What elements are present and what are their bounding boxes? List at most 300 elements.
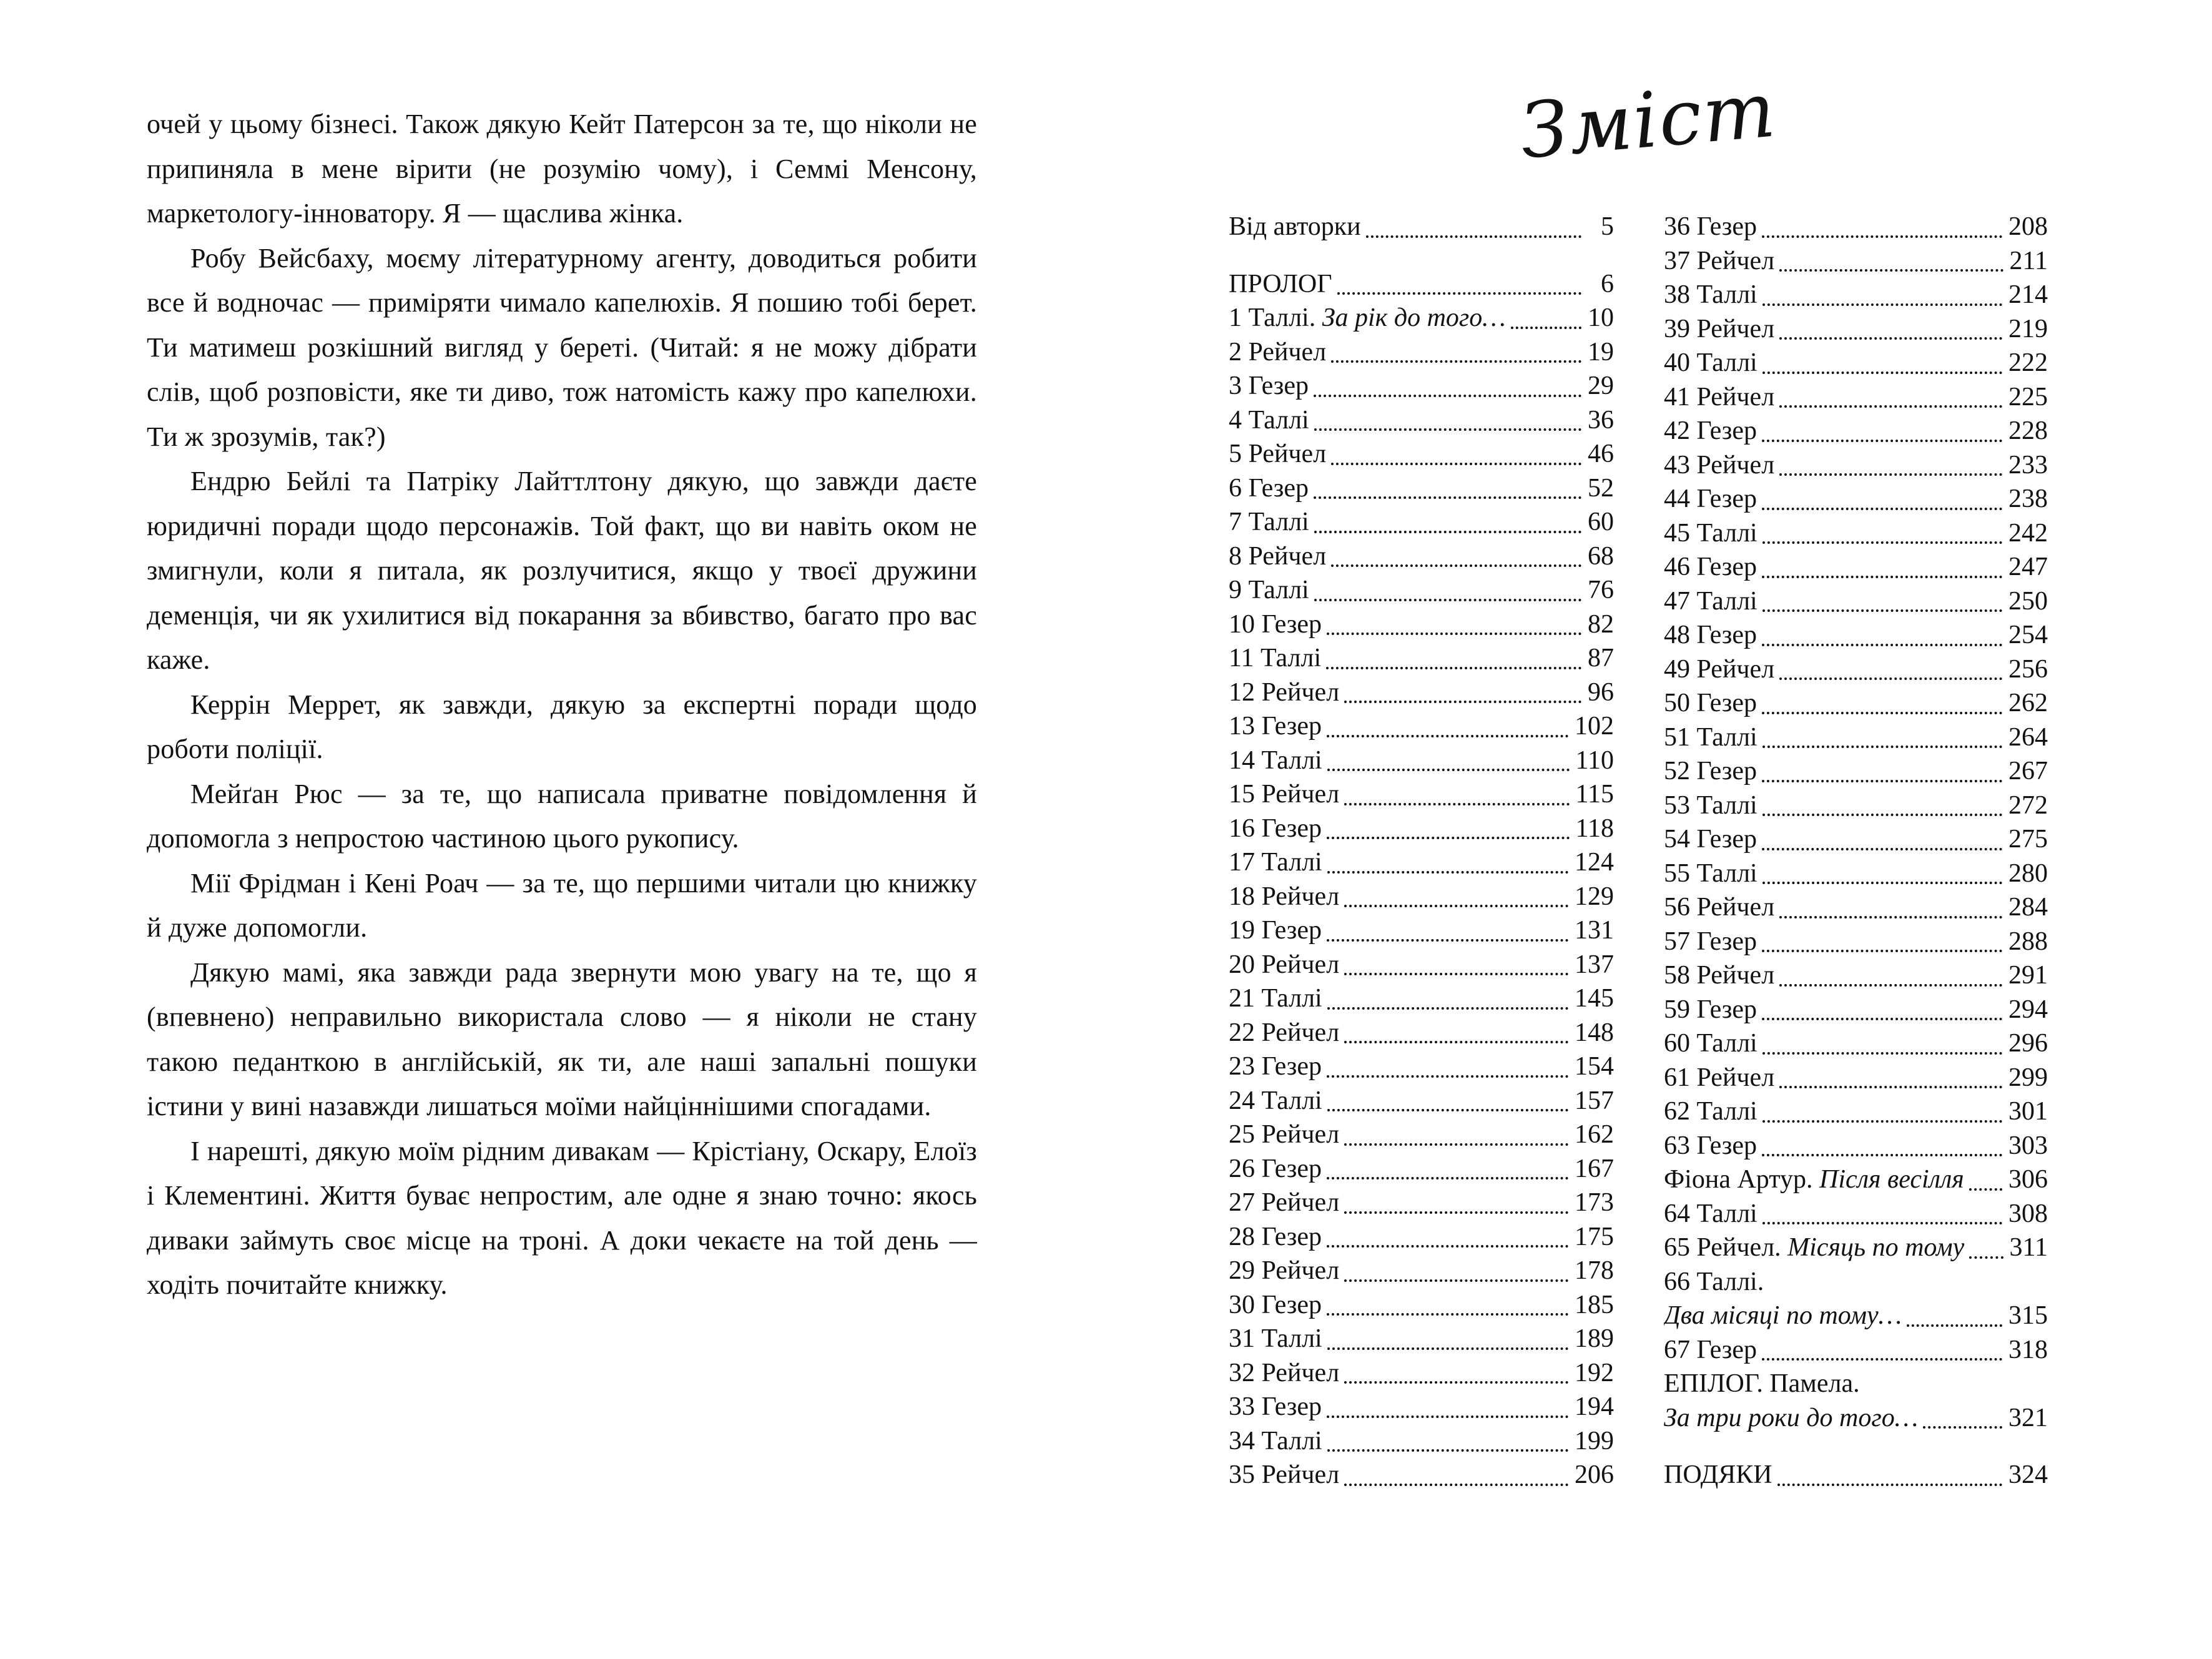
toc-entry-page: 145 xyxy=(1575,984,1614,1013)
toc-entry xyxy=(1229,301,1614,335)
toc-entry-label: 27 Рейчел xyxy=(1229,1188,1340,1217)
toc-entry-page: 124 xyxy=(1575,848,1614,877)
dot-leader xyxy=(1314,395,1581,397)
paragraph: Ендрю Бейлі та Патріку Лайттлтону дякую, що завжди даєте юридичні поради щодо персонажів. Той факт, що ви навіть оком не змигнули, коли я питала, як розлучитися, якщо у твоєї дружини деменція, чи як ухилитися від покарання за вбивство, багато про вас каже. xyxy=(147,466,977,675)
toc-entry-page: 192 xyxy=(1575,1358,1614,1387)
toc-entry-page: 131 xyxy=(1575,916,1614,945)
toc-entry-page: 219 xyxy=(2008,314,2048,343)
toc-entry-label: 4 Таллі xyxy=(1229,405,1309,435)
dot-leader xyxy=(1762,814,2002,816)
dot-leader xyxy=(1366,235,1581,238)
toc-entry xyxy=(1229,573,1614,608)
toc-entry-label: 14 Таллі xyxy=(1229,746,1322,775)
toc-entry-page: 303 xyxy=(2008,1131,2048,1160)
toc-entry-label: 16 Гезер xyxy=(1229,814,1322,843)
toc-entry-page: 46 xyxy=(1588,440,1614,468)
paragraph: Керрін Меррет, як завжди, дякую за експертні поради щодо роботи поліції. xyxy=(147,689,977,764)
toc-entry-label: 5 Рейчел xyxy=(1229,440,1327,468)
dot-leader xyxy=(1762,1120,2002,1123)
toc-entry xyxy=(1664,789,2048,823)
toc-entry xyxy=(1229,1016,1614,1050)
toc-entry-label: 25 Рейчел xyxy=(1229,1120,1340,1149)
acknowledgments-text xyxy=(147,102,977,1307)
toc-entry-page: 167 xyxy=(1575,1154,1614,1183)
toc-entry xyxy=(1664,721,2048,755)
toc-entry-label: 53 Таллі xyxy=(1664,790,1757,820)
toc-entry-label: 33 Гезер xyxy=(1229,1392,1322,1421)
toc-entry-page: 118 xyxy=(1575,814,1614,843)
dot-leader xyxy=(1331,360,1581,363)
toc-entry-label: 46 Гезер xyxy=(1664,553,1757,581)
toc-entry-label: 23 Гезер xyxy=(1229,1052,1322,1081)
toc-entry-label: 40 Таллі xyxy=(1664,348,1757,377)
toc-entry-page: 175 xyxy=(1575,1222,1614,1251)
dot-leader xyxy=(1331,564,1581,567)
dot-leader xyxy=(1327,1177,1568,1179)
dot-leader xyxy=(1327,837,1570,839)
toc-entry-page: 264 xyxy=(2008,722,2048,752)
toc-entry-label: 6 Гезер xyxy=(1229,473,1309,503)
toc-entry-label: 30 Гезер xyxy=(1229,1290,1322,1319)
toc-entry-label: 49 Рейчел xyxy=(1664,654,1775,684)
toc-entry xyxy=(1229,369,1614,403)
toc-entry-page: 275 xyxy=(2008,825,2048,854)
toc-entry-label: 44 Гезер xyxy=(1664,485,1757,513)
toc-entry-label: 41 Рейчел xyxy=(1664,382,1775,411)
dot-leader xyxy=(1762,1052,2002,1055)
toc-entry-page: 52 xyxy=(1588,473,1614,503)
toc-entry-label: 21 Таллі xyxy=(1229,984,1322,1013)
toc-entry-page: 206 xyxy=(1575,1460,1614,1489)
toc-entry-label: 67 Гезер xyxy=(1664,1335,1757,1364)
dot-leader xyxy=(1327,871,1568,874)
toc-entry xyxy=(1664,516,2048,551)
toc-entry-label: 36 Гезер xyxy=(1664,212,1757,241)
left-page-acknowledgments xyxy=(147,102,977,1307)
toc-entry-subtitle: Після весілля xyxy=(1812,1165,1964,1194)
toc-entry xyxy=(1664,448,2048,483)
toc-entry xyxy=(1229,709,1614,744)
dot-leader xyxy=(1327,633,1581,635)
toc-entry xyxy=(1229,880,1614,914)
toc-entry-page: 288 xyxy=(2008,927,2048,956)
toc-entry-label: 37 Рейчел xyxy=(1664,246,1775,275)
toc-gap xyxy=(1229,244,1614,267)
dot-leader xyxy=(1779,677,2002,680)
toc-entry-label: 56 Рейчел xyxy=(1664,893,1775,922)
toc-entry-subtitle: За рік до того… xyxy=(1315,303,1506,332)
toc-entry-page: 60 xyxy=(1588,508,1614,536)
toc-title: Зміст xyxy=(1516,65,1780,176)
toc-entry xyxy=(1664,652,2048,687)
toc-entry-page: 68 xyxy=(1588,541,1614,571)
toc-entry xyxy=(1229,471,1614,506)
dot-leader xyxy=(1762,848,2002,850)
toc-entry-page: 162 xyxy=(1575,1120,1614,1149)
paragraph: Робу Вейсбаху, моєму літературному агенту, доводиться робити все й водночас — приміряти чимало капелюхів. Я пошию тобі берет. Ти матимеш розкішний вигляд у береті. (Читай: я не можу дібрати слів, щоб розповісти, яке ти диво, тож натомість кажу про капелюхи. Ти ж зрозумів, так?) xyxy=(147,242,977,452)
toc-entry xyxy=(1664,754,2048,789)
toc-entry xyxy=(1229,1390,1614,1424)
dot-leader xyxy=(1327,1109,1568,1111)
dot-leader xyxy=(1762,1154,2002,1156)
toc-entry xyxy=(1664,1197,2048,1231)
toc-entry-page: 238 xyxy=(2008,485,2048,513)
dot-leader xyxy=(1762,235,2002,238)
dot-leader xyxy=(1762,541,2002,544)
toc-entry-label: 2 Рейчел xyxy=(1229,337,1327,367)
toc-entry-label: 26 Гезер xyxy=(1229,1154,1322,1183)
dot-leader xyxy=(1344,1041,1568,1043)
toc-entry-label: 60 Таллі xyxy=(1664,1029,1757,1058)
toc-entry xyxy=(1229,1152,1614,1186)
toc-entry xyxy=(1229,1356,1614,1391)
toc-gap xyxy=(1664,1435,2048,1458)
toc-entry-subtitle: Два місяці по тому… xyxy=(1664,1301,1902,1330)
toc-entry-label: 20 Рейчел xyxy=(1229,950,1340,979)
toc-entry xyxy=(1229,676,1614,710)
toc-entry-page: 10 xyxy=(1588,303,1614,332)
dot-leader xyxy=(1779,269,2003,272)
toc-entry xyxy=(1229,812,1614,846)
toc-entry xyxy=(1664,857,2048,891)
toc-entry-label: 22 Рейчел xyxy=(1229,1018,1340,1047)
toc-entry xyxy=(1664,210,2048,244)
toc-entry-label: 51 Таллі xyxy=(1664,722,1757,752)
paragraph: І нарешті, дякую моїм рідним дивакам — Крістіану, Оскару, Елоїз і Клементині. Життя буває непростим, але одне я знаю точно: якось диваки займуть своє місце на троні. А доки чекаєте на той день — ходіть почитайте книжку. xyxy=(147,1135,977,1300)
dot-leader xyxy=(1327,1415,1568,1418)
toc-entry xyxy=(1664,1367,2048,1401)
toc-entry xyxy=(1229,1322,1614,1356)
toc-entry-page: 137 xyxy=(1575,950,1614,979)
dot-leader xyxy=(1327,735,1568,737)
toc-entry-page: 194 xyxy=(1575,1392,1614,1421)
toc-entry xyxy=(1664,414,2048,448)
toc-entry-label: 35 Рейчел xyxy=(1229,1460,1340,1489)
dot-leader xyxy=(1907,1324,2002,1327)
toc-entry-page: 247 xyxy=(2008,553,2048,581)
toc-entry-page: 148 xyxy=(1575,1018,1614,1047)
toc-entry-page: 294 xyxy=(2008,995,2048,1024)
toc-entry xyxy=(1229,948,1614,982)
toc-entry xyxy=(1229,608,1614,642)
toc-entry-page: 262 xyxy=(2008,689,2048,717)
toc-entry-page: 284 xyxy=(2008,893,2048,922)
toc-entry-label: 42 Гезер xyxy=(1664,416,1757,445)
toc-entry-label xyxy=(1664,1401,1918,1435)
toc-entry-page: 301 xyxy=(2008,1097,2048,1126)
dot-leader xyxy=(1762,882,2002,884)
toc-entry-label: 18 Рейчел xyxy=(1229,882,1340,911)
toc-entry xyxy=(1664,1163,2048,1197)
dot-leader xyxy=(1327,1313,1568,1316)
dot-leader xyxy=(1327,1449,1568,1452)
toc-entry xyxy=(1229,267,1614,302)
toc-entry-label: ЕПІЛОГ. Памела. xyxy=(1664,1369,1860,1398)
toc-entry-page: 254 xyxy=(2008,621,2048,649)
toc-entry-label: 39 Рейчел xyxy=(1664,314,1775,343)
toc-entry-label: 24 Таллі xyxy=(1229,1086,1322,1115)
paragraph: Мії Фрідман і Кені Роач — за те, що першими читали цю книжку й дуже допомогли. xyxy=(147,867,977,943)
toc-entry xyxy=(1229,1424,1614,1459)
toc-entry-page: 157 xyxy=(1575,1086,1614,1115)
toc-entry xyxy=(1229,210,1614,244)
toc-entry-label: 11 Таллі xyxy=(1229,644,1322,672)
toc-entry xyxy=(1664,822,2048,857)
dot-leader xyxy=(1344,1484,1568,1486)
toc-entry-page: 36 xyxy=(1588,405,1614,435)
toc-entry xyxy=(1229,744,1614,778)
toc-entry-page: 189 xyxy=(1575,1324,1614,1353)
toc-entry xyxy=(1229,1118,1614,1152)
toc-entry xyxy=(1664,993,2048,1027)
toc-entry-page: 208 xyxy=(2008,212,2048,241)
toc-entry xyxy=(1229,845,1614,880)
dot-leader xyxy=(1762,1358,2002,1361)
toc-entry-label: 64 Таллі xyxy=(1664,1199,1757,1228)
toc-entry-page: 291 xyxy=(2008,961,2048,990)
toc-entry xyxy=(1664,244,2048,278)
toc-entry-page: 129 xyxy=(1575,882,1614,911)
dot-leader xyxy=(1777,1484,2002,1486)
dot-leader xyxy=(1762,1222,2002,1224)
toc-entry-label: 63 Гезер xyxy=(1664,1131,1757,1160)
toc-entry-page: 321 xyxy=(2008,1403,2048,1432)
dot-leader xyxy=(1327,939,1568,942)
toc-entry-label: 65 Рейчел. Місяць по тому xyxy=(1664,1233,1965,1262)
toc-entry-label: 43 Рейчел xyxy=(1664,450,1775,480)
dot-leader xyxy=(1762,303,2002,306)
toc-entry xyxy=(1229,777,1614,812)
toc-entry-page: 211 xyxy=(2009,246,2048,275)
dot-leader xyxy=(1314,496,1581,499)
toc-entry xyxy=(1664,584,2048,619)
toc-entry-label xyxy=(1664,1299,1902,1333)
toc-entry-label: 55 Таллі xyxy=(1664,859,1757,888)
toc-entry-label: 54 Гезер xyxy=(1664,825,1757,854)
toc-entry-label: 28 Гезер xyxy=(1229,1222,1322,1251)
paragraph: Мейґан Рюс — за те, що написала приватне повідомлення й допомогла з непростою частиною цього рукопису. xyxy=(147,778,977,854)
dot-leader xyxy=(1762,440,2002,442)
toc-entry-label: 1 Таллі. За рік до того… xyxy=(1229,303,1506,332)
toc-entry-page: 311 xyxy=(2009,1233,2048,1262)
dot-leader xyxy=(1762,712,2002,714)
toc-entry-label: 8 Рейчел xyxy=(1229,541,1327,571)
toc-entry-page: 324 xyxy=(2008,1460,2048,1489)
toc-entry xyxy=(1664,346,2048,380)
dot-leader xyxy=(1762,644,2002,646)
toc-entry-label: 59 Гезер xyxy=(1664,995,1757,1024)
dot-leader xyxy=(1327,1245,1568,1248)
toc-column-1 xyxy=(1229,210,1614,1492)
toc-entry xyxy=(1664,482,2048,516)
toc-entry xyxy=(1664,312,2048,347)
toc-entry xyxy=(1664,1026,2048,1061)
toc-entry xyxy=(1664,1231,2048,1265)
toc-entry xyxy=(1664,278,2048,312)
toc-entry xyxy=(1229,641,1614,676)
toc-entry-label: 17 Таллі xyxy=(1229,848,1322,877)
paragraph: Дякую мамі, яка завжди рада звернути мою увагу на те, що я (впевнено) неправильно використала слово — я ніколи не стану такою педанткою в англійській, як ти, але наші запальні пошуки істини у вині назавжди лишаться моїми найціннішими спогадами. xyxy=(147,957,977,1121)
toc-entry-page: 87 xyxy=(1588,644,1614,672)
toc-entry xyxy=(1664,1458,2048,1492)
toc-entry xyxy=(1229,982,1614,1016)
dot-leader xyxy=(1762,1018,2002,1020)
dot-leader xyxy=(1779,1086,2002,1088)
dot-leader xyxy=(1779,916,2002,918)
toc-entry-page: 233 xyxy=(2008,450,2048,480)
dot-leader xyxy=(1969,1256,2003,1259)
toc-entry-label: 48 Гезер xyxy=(1664,621,1757,649)
toc-entry-label: 34 Таллі xyxy=(1229,1426,1322,1455)
toc-entry xyxy=(1664,958,2048,993)
dot-leader xyxy=(1327,769,1570,771)
toc-entry xyxy=(1664,618,2048,652)
dot-leader xyxy=(1779,473,2002,476)
toc-entry xyxy=(1229,1288,1614,1322)
toc-entry-page: 5 xyxy=(1601,212,1614,241)
toc-entry-label: Від авторки xyxy=(1229,212,1361,241)
toc-entry-label: 57 Гезер xyxy=(1664,927,1757,956)
toc-entry-page: 199 xyxy=(1575,1426,1614,1455)
dot-leader xyxy=(1969,1188,2002,1191)
toc-entry-subtitle: За три роки до того… xyxy=(1664,1403,1919,1432)
dot-leader xyxy=(1779,405,2002,408)
dot-leader xyxy=(1344,803,1569,805)
toc-entry-page: 96 xyxy=(1588,677,1614,707)
dot-leader xyxy=(1779,984,2002,987)
toc-entry-page: 296 xyxy=(2008,1029,2048,1058)
toc-entry xyxy=(1664,1299,2048,1333)
toc-entry-page: 318 xyxy=(2008,1335,2048,1364)
dot-leader xyxy=(1923,1426,2002,1429)
toc-entry-page: 178 xyxy=(1575,1256,1614,1285)
paragraph: очей у цьому бізнесі. Також дякую Кейт Патерсон за те, що ніколи не припиняла в мене вірити (не розумію чому), і Семмі Менсону, маркетологу-інноватору. Я — щаслива жінка. xyxy=(147,109,977,229)
dot-leader xyxy=(1314,428,1581,431)
toc-entry xyxy=(1229,505,1614,539)
toc-entry-page: 82 xyxy=(1588,609,1614,639)
toc-entry-label: 32 Рейчел xyxy=(1229,1358,1340,1387)
toc-entry-page: 115 xyxy=(1575,780,1614,809)
dot-leader xyxy=(1327,1347,1568,1350)
toc-entry-page: 228 xyxy=(2008,416,2048,445)
toc-entry-label: 13 Гезер xyxy=(1229,712,1322,741)
toc-entry-label: 47 Таллі xyxy=(1664,586,1757,616)
dot-leader xyxy=(1344,1143,1568,1146)
toc-entry-label: 10 Гезер xyxy=(1229,609,1322,639)
toc-entry xyxy=(1664,925,2048,959)
toc-entry-page: 280 xyxy=(2008,859,2048,888)
dot-leader xyxy=(1327,1007,1568,1010)
toc-entry xyxy=(1664,1401,2048,1435)
dot-leader xyxy=(1762,508,2002,510)
toc-entry-page: 250 xyxy=(2008,586,2048,616)
toc-entry-page: 315 xyxy=(2008,1301,2048,1330)
toc-entry-page: 76 xyxy=(1588,576,1614,604)
toc-entry xyxy=(1229,1220,1614,1254)
dot-leader xyxy=(1314,531,1581,533)
toc-entry-page: 222 xyxy=(2008,348,2048,377)
toc-entry-page: 154 xyxy=(1575,1052,1614,1081)
dot-leader xyxy=(1326,667,1581,669)
toc-entry-label: 9 Таллі xyxy=(1229,576,1309,604)
dot-leader xyxy=(1344,905,1568,907)
toc-entry xyxy=(1664,380,2048,415)
toc-entry-page: 185 xyxy=(1575,1290,1614,1319)
toc-entry xyxy=(1664,890,2048,925)
toc-entry xyxy=(1229,437,1614,471)
dot-leader xyxy=(1762,746,2002,748)
dot-leader xyxy=(1762,576,2002,578)
toc-entry-label: 31 Таллі xyxy=(1229,1324,1322,1353)
toc-entry xyxy=(1664,1095,2048,1129)
dot-leader xyxy=(1327,1075,1568,1078)
toc-entry-page: 214 xyxy=(2008,280,2048,309)
dot-leader xyxy=(1762,609,2002,612)
toc-entry-label: 52 Гезер xyxy=(1664,757,1757,785)
toc-entry-label: 58 Рейчел xyxy=(1664,961,1775,990)
toc-entry-page: 272 xyxy=(2008,790,2048,820)
toc-column-2 xyxy=(1664,210,2048,1492)
toc-entry-page: 225 xyxy=(2008,382,2048,411)
toc-entry xyxy=(1664,1129,2048,1163)
toc-entry-label: Фіона Артур. Після весілля xyxy=(1664,1165,1964,1194)
dot-leader xyxy=(1762,780,2002,782)
toc-entry-label: 3 Гезер xyxy=(1229,372,1309,400)
toc-entry-label: 61 Рейчел xyxy=(1664,1063,1775,1092)
toc-entry-page: 267 xyxy=(2008,757,2048,785)
toc-entry xyxy=(1229,539,1614,574)
toc-entry xyxy=(1229,1254,1614,1288)
toc-entry-label: 29 Рейчел xyxy=(1229,1256,1340,1285)
dot-leader xyxy=(1344,1211,1568,1214)
toc-entry-page: 19 xyxy=(1588,337,1614,367)
toc-entry xyxy=(1664,550,2048,584)
toc-entry xyxy=(1229,1050,1614,1084)
toc-entry-subtitle: Місяць по тому xyxy=(1781,1233,1965,1262)
toc-entry-label: ПОДЯКИ xyxy=(1664,1460,1772,1489)
toc-entry xyxy=(1229,1186,1614,1220)
toc-entry-label: 12 Рейчел xyxy=(1229,677,1340,707)
toc-entry xyxy=(1664,1265,2048,1299)
toc-entry-page: 242 xyxy=(2008,518,2048,548)
dot-leader xyxy=(1344,1381,1568,1384)
toc-entry-label: 38 Таллі xyxy=(1664,280,1757,309)
toc-entry-page: 299 xyxy=(2008,1063,2048,1092)
toc-entry xyxy=(1229,913,1614,948)
toc-entry-label: 66 Таллі. xyxy=(1664,1267,1764,1296)
toc-entry-label: 19 Гезер xyxy=(1229,916,1322,945)
toc-entry-page: 256 xyxy=(2008,654,2048,684)
toc-entry-label: 62 Таллі xyxy=(1664,1097,1757,1126)
toc-entry-page: 110 xyxy=(1575,746,1614,775)
toc-entry-page: 102 xyxy=(1575,712,1614,741)
dot-leader xyxy=(1511,327,1581,329)
toc-entry xyxy=(1664,1061,2048,1095)
dot-leader xyxy=(1331,463,1581,465)
toc-entry xyxy=(1229,335,1614,370)
toc-entry-label: 7 Таллі xyxy=(1229,508,1309,536)
toc-entry xyxy=(1229,1458,1614,1492)
toc-entry-page: 306 xyxy=(2008,1165,2048,1194)
toc-entry-page: 6 xyxy=(1601,269,1614,298)
toc-entry-page: 308 xyxy=(2008,1199,2048,1228)
toc-entry-label: 15 Рейчел xyxy=(1229,780,1340,809)
dot-leader xyxy=(1337,292,1581,295)
toc-entry-page: 29 xyxy=(1588,372,1614,400)
dot-leader xyxy=(1779,337,2002,340)
toc-entry xyxy=(1664,1333,2048,1367)
toc-entry xyxy=(1229,403,1614,438)
